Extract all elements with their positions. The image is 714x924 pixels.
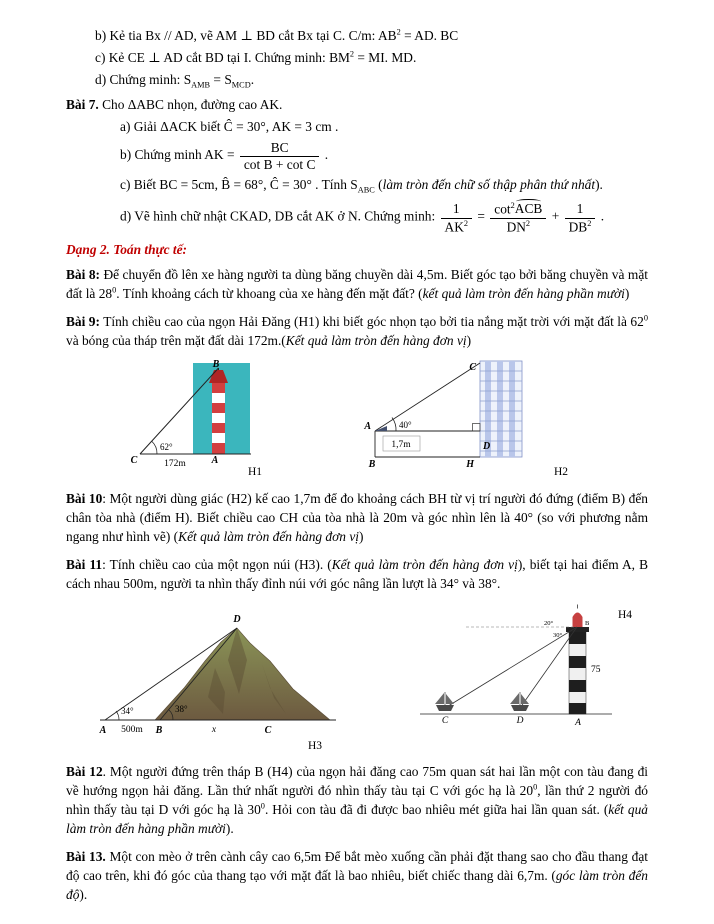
h4-caption: H4	[618, 608, 633, 621]
text-run: )	[358, 528, 364, 544]
h4-sight-line-c	[445, 627, 577, 708]
exercise-13	[66, 847, 648, 904]
h4-lighthouse-band	[569, 656, 586, 668]
h1-base-length-label: 172m	[164, 458, 186, 469]
text-run: ).	[595, 177, 603, 193]
h4-ship-sail	[510, 693, 519, 704]
h1-lighthouse-stripe	[212, 423, 225, 433]
h1-angle-arc	[152, 441, 158, 454]
text-run: Bài 12	[66, 763, 103, 779]
text-run: ), biết tại hai điểm A, B cách nhau 500m, người ta nhìn thấy đỉnh núi với góc nâng lần lượt là 34° và 38°.	[66, 556, 649, 591]
text-run: Bài 9:	[66, 313, 100, 329]
text-run: Kết quả làm tròn đến hàng đơn vị	[285, 332, 467, 348]
text-run: MCD	[231, 80, 251, 90]
text-run: 0	[533, 782, 538, 792]
dang-2-heading	[66, 240, 648, 259]
figure-h4	[420, 604, 632, 728]
h1-point-label-C: C	[130, 454, 138, 466]
h2-sight-line	[375, 363, 480, 431]
h1-point-label-B: B	[212, 358, 220, 370]
text-run: b) Chứng minh AK =	[120, 146, 238, 162]
h4-ship-sail	[521, 694, 529, 704]
h2-point-label-A: A	[364, 420, 371, 432]
exercise-7d	[120, 200, 648, 235]
text-run: .	[250, 72, 255, 88]
h4-ship-d	[510, 692, 529, 711]
text-run: DN	[506, 219, 526, 235]
h4-height-label: 75	[591, 664, 601, 675]
h4-angle-label-20: 20°	[544, 619, 554, 627]
exercise-7b	[120, 139, 648, 173]
exercise-9	[66, 312, 648, 350]
text-run: )	[466, 332, 472, 348]
h3-x-label: x	[211, 724, 217, 735]
h1-lighthouse-stripe	[212, 443, 225, 454]
h2-point-label-H: H	[466, 458, 474, 470]
exercise-7c	[120, 175, 648, 196]
h4-ship-sail	[435, 693, 444, 704]
h3-point-label-D: D	[233, 613, 241, 625]
text-run: Dạng 2. Toán thực tế:	[66, 241, 187, 257]
h3-caption: H3	[308, 739, 323, 752]
text-run: 1	[452, 201, 460, 217]
figure-row-2	[66, 602, 648, 756]
text-run: c) Kẻ CE ⊥ AD cắt BD tại I. Chứng minh: BM	[95, 50, 350, 66]
text-run: a) Giải ΔACK biết Ĉ = 30°, AK = 3 cm .	[120, 118, 339, 134]
text-run: .	[321, 146, 329, 162]
text-run: . Một người đứng trên tháp B (H4) của ngọn hải đăng cao 75m quan sát hai lần một con tàu đang đi về hướng ngọn hải đăng. Lần thứ nhất người đó nhìn thấy tàu tại C với góc hạ là 20	[66, 763, 648, 798]
text-run: kết quả làm tròn đến hàng phần mười	[66, 802, 648, 837]
h2-height-label: 1,7m	[391, 439, 411, 450]
h4-point-label-B: B	[585, 619, 590, 627]
h3-point-label-C: C	[264, 724, 272, 736]
h4-point-label-A: A	[575, 717, 581, 728]
h4-ship-hull	[511, 705, 529, 711]
text-run: Bài 13.	[66, 849, 106, 865]
text-run: Tính chiều cao của ngọn Hải Đăng (H1) khi biết góc nhọn tạo bởi tia nắng mặt trời với mặt đất là 62	[99, 313, 644, 329]
h2-point-label-D: D	[483, 440, 491, 452]
h2-right-angle-mark	[473, 423, 481, 431]
h2-point-label-B: B	[368, 458, 376, 470]
h1-lighthouse-stripe	[212, 403, 225, 413]
h1-angle-label: 62°	[160, 441, 173, 452]
text-run: BC	[270, 139, 289, 155]
h4-point-label-D: D	[516, 715, 524, 726]
h4-lantern	[573, 617, 583, 627]
h3-angle-label-b: 38°	[175, 703, 188, 714]
text-run: : Một người dùng giác (H2) kế cao 1,7m để đo khoảng cách BH từ vị trí người đó đứng (điểm B) đến chân tòa nhà (điểm H). Biết chiều cao CH của tòa nhà là 20m và góc nhìn lên là 40° (so với phương nằm ngang như hình vẽ) (	[66, 490, 648, 544]
text-run: 2	[349, 49, 355, 59]
text-run: 0	[112, 285, 117, 295]
text-run: 1	[576, 201, 584, 217]
h4-ship-hull	[436, 705, 454, 711]
text-run: +	[548, 208, 563, 224]
h4-lighthouse-band	[569, 680, 586, 692]
text-run: 2	[396, 27, 401, 37]
exercise-7a	[120, 117, 648, 136]
text-run: ).	[79, 887, 88, 903]
item-c	[95, 48, 648, 67]
h1-point-label-A: A	[211, 454, 219, 466]
h1-caption: H1	[248, 465, 263, 478]
text-run: =	[474, 208, 489, 224]
exercise-7	[66, 95, 648, 114]
figure-h1	[131, 359, 263, 478]
text-run: Một con mèo ở trên cành cây cao 6,5m Để bắt mèo xuống cần phải đặt thang sao cho đầu thang đạt độ cao trên, khi đó góc của thang tạo với mặt đất là bao nhiêu, biết chiếc thang dài 6,7m. (	[66, 849, 648, 884]
text-run: Để chuyển đồ lên xe hàng người ta dùng băng chuyền dài 4,5m. Biết góc tạo bởi băng chuyền và mặt đất là 28	[66, 266, 648, 301]
text-run: ACB	[514, 201, 543, 217]
h3-distance-label: 500m	[121, 724, 143, 735]
figures-h3-h4-canvas	[66, 602, 648, 752]
text-run: . Hỏi con tàu đã đi được bao nhiêu mét giữa hai lần quan sát. (	[264, 802, 609, 817]
text-run: Cho ΔABC nhọn, đường cao AK.	[98, 96, 283, 112]
h2-point-label-C: C	[469, 361, 476, 373]
text-run: Bài 7.	[66, 96, 99, 112]
text-run: Bài 11	[66, 556, 103, 572]
text-run: , lần thứ 2 người đó nhìn thấy tàu tại D với góc hạ là 30	[66, 782, 649, 817]
text-run: = AD. BC	[400, 28, 459, 43]
text-run: góc làm tròn đến độ	[66, 868, 648, 903]
h2-building-stripe	[497, 361, 503, 457]
figure-h3	[99, 614, 336, 752]
text-run: Bài 10	[66, 490, 103, 506]
h4-lighthouse-body	[569, 632, 586, 714]
text-run: 2	[463, 218, 469, 228]
text-run: AK	[444, 218, 464, 234]
item-b	[95, 26, 648, 45]
math-fraction	[490, 200, 546, 235]
text-run: )	[624, 285, 630, 301]
document-section-1	[66, 26, 648, 350]
h3-angle-label-a: 34°	[121, 705, 134, 716]
item-d	[95, 70, 648, 91]
text-run: (	[374, 177, 383, 193]
text-run: = MI. MD.	[354, 50, 417, 66]
exercise-8	[66, 265, 648, 303]
h2-angle-label: 40°	[399, 419, 412, 430]
text-run: Kết quả làm tròn đến hàng đơn vị	[331, 556, 518, 572]
text-run: kết quả làm tròn đến hàng phần mười	[422, 285, 625, 301]
exercise-10	[66, 489, 648, 546]
text-run: .	[597, 208, 605, 224]
text-run: . Tính khoảng cách từ khoang của xe hàng đến mặt đất? (	[116, 285, 423, 301]
text-run: ABC	[357, 186, 375, 196]
text-run: 2	[525, 218, 531, 228]
h4-lighthouse-band	[569, 632, 586, 644]
document-section-2	[66, 489, 648, 593]
text-run: Kết quả làm tròn đến hàng đơn vị	[178, 528, 359, 544]
text-run: : Tính chiều cao của một ngọn núi (H3). (	[102, 556, 332, 572]
h4-ship-sail	[446, 694, 454, 704]
text-run: b) Kẻ tia Bx // AD, vẽ AM ⊥ BD cắt Bx tại C. C/m: AB	[95, 28, 397, 43]
text-run: Bài 8:	[66, 266, 100, 282]
text-run: d) Vẽ hình chữ nhật CKAD, DB cắt AK ở N. Chứng minh:	[120, 208, 439, 224]
h4-angle-label-30: 30°	[553, 631, 563, 639]
h4-point-label-C: C	[441, 715, 449, 726]
h4-ship-c	[435, 692, 454, 711]
text-run: cot	[494, 201, 511, 217]
text-run: 2	[587, 218, 592, 228]
text-run: c) Biết BC = 5cm, B̂ = 68°, Ĉ = 30° . Tính S	[120, 177, 358, 193]
math-fraction	[240, 139, 320, 173]
text-run: d) Chứng minh: S	[95, 72, 192, 88]
text-run: cot B + cot C	[243, 157, 316, 172]
figure-row-1	[66, 359, 648, 483]
h2-caption: H2	[554, 465, 569, 478]
text-run: 0	[643, 313, 648, 323]
text-run: và bóng của tháp trên mặt đất dài 172m.(	[66, 332, 286, 348]
h3-point-label-A: A	[99, 724, 107, 736]
text-run: DB	[568, 218, 588, 234]
text-run: ).	[225, 821, 234, 837]
text-run: AMB	[191, 80, 211, 90]
h3-point-label-B: B	[155, 724, 163, 736]
math-fraction	[565, 200, 596, 234]
h4-dome	[573, 612, 583, 617]
h1-lighthouse-stripe	[212, 383, 225, 393]
math-fraction	[441, 200, 473, 234]
text-run: 0	[260, 801, 265, 811]
text-run: = S	[210, 72, 232, 88]
text-run: 2	[510, 200, 515, 210]
h4-sight-line-d	[520, 627, 577, 708]
exercise-12	[66, 762, 648, 838]
h4-lighthouse-band	[569, 703, 586, 714]
figures-h1-h2-canvas	[66, 359, 648, 479]
figure-h2	[363, 361, 568, 478]
document-section-3	[66, 762, 648, 904]
exercise-11	[66, 555, 648, 593]
text-run: làm tròn đến chữ số thập phân thứ nhất	[382, 177, 596, 193]
h2-building-stripe	[509, 361, 515, 457]
